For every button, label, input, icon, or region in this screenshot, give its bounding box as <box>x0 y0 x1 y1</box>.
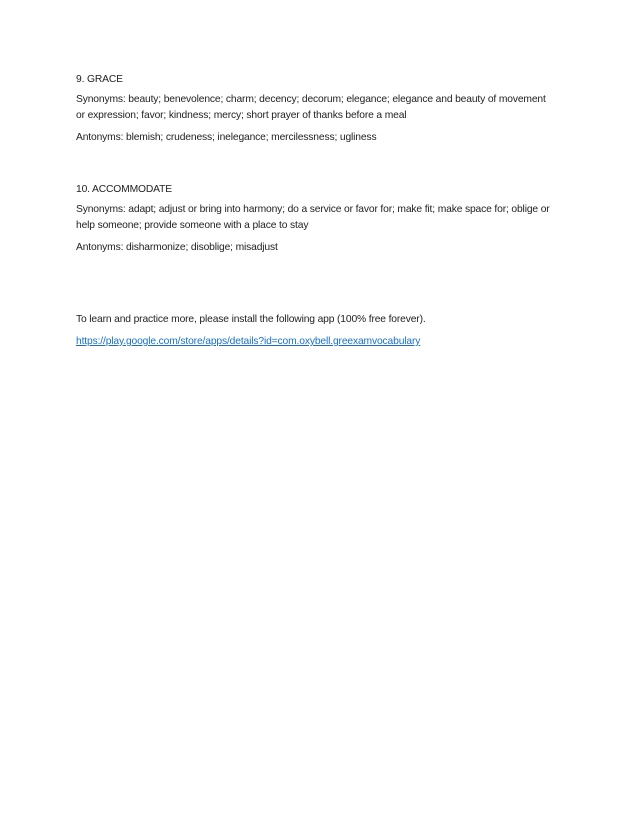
closing-text: To learn and practice more, please install the following app (100% free forever). <box>76 314 426 325</box>
entry-heading-accommodate: 10. ACCOMMODATE <box>76 184 172 195</box>
spacer <box>76 292 556 312</box>
entry-synonyms-accommodate: Synonyms: adapt; adjust or bring into harmony; do a service or favor for; make fit; make space for; oblige or help someone; provide someone with a place to stay <box>76 204 550 231</box>
document-content <box>76 72 556 350</box>
entry-synonyms-grace: Synonyms: beauty; benevolence; charm; decency; decorum; elegance; elegance and beauty of movement or expression; favor; kindness; mercy; short prayer of thanks before a meal <box>76 94 546 121</box>
app-link-paragraph <box>76 334 556 350</box>
app-store-link[interactable]: https://play.google.com/store/apps/details?id=com.oxybell.greexamvocabulary <box>76 336 421 347</box>
entry-antonyms-accommodate: Antonyms: disharmonize; disoblige; misadjust <box>76 242 278 253</box>
entry-antonyms-grace: Antonyms: blemish; crudeness; inelegance; mercilessness; ugliness <box>76 132 377 143</box>
entry-heading-grace: 9. GRACE <box>76 74 123 85</box>
